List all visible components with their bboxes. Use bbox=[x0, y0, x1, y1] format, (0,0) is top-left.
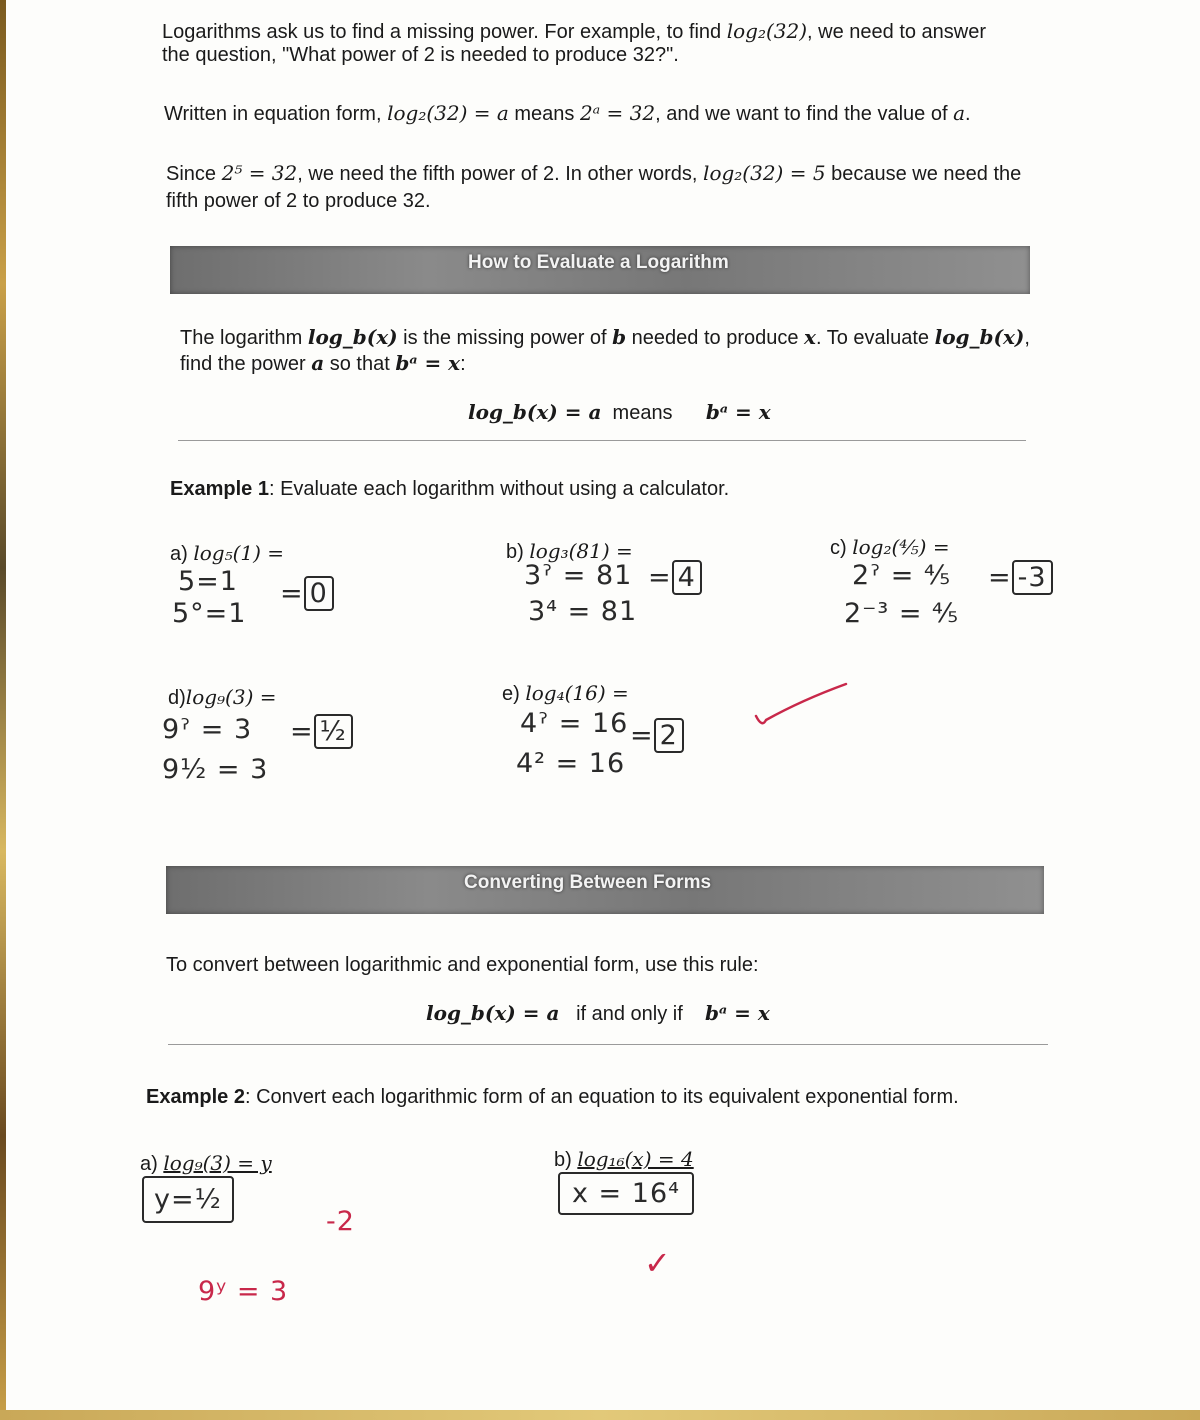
problem-c-work-1: 2ˀ = ⅘ bbox=[852, 560, 952, 591]
example-2-a-correction: 9ʸ = 3 bbox=[198, 1276, 289, 1307]
problem-d-answer: = ½ bbox=[290, 716, 353, 747]
problem-a-expression: a) log₅(1) = bbox=[170, 541, 285, 565]
intro-written-form: Written in equation form, log₂(32) = a means 2ᵃ = 32, and we want to find the value of a. bbox=[164, 101, 971, 125]
problem-c-expression: c) log₂(⅘) = bbox=[830, 535, 950, 559]
intro-line-1: Logarithms ask us to find a missing power. For example, to find log₂(32), we need to answer bbox=[162, 19, 987, 43]
problem-e-expression: e) log₄(16) = bbox=[502, 681, 629, 705]
divider bbox=[178, 440, 1026, 441]
example-2-a-answer: y=½ bbox=[142, 1176, 234, 1223]
section-banner-title: Converting Between Forms bbox=[464, 872, 712, 893]
problem-a-work-2: 5°=1 bbox=[172, 598, 247, 629]
check-mark-icon bbox=[752, 680, 852, 732]
intro-since-line-1: Since 2⁵ = 32, we need the fifth power of 2. In other words, log₂(32) = 5 because we need the bbox=[166, 161, 1022, 185]
problem-c-answer: = -3 bbox=[988, 562, 1053, 593]
photo-edge-bottom bbox=[0, 1410, 1200, 1420]
convert-rule: log_b(x) = a if and only if bᵃ = x bbox=[426, 1001, 770, 1025]
example-2-b-expression: b) log₁₆(x) = 4 bbox=[554, 1147, 694, 1171]
photo-edge-left bbox=[0, 0, 6, 1420]
example-1-heading: Example 1: Evaluate each logarithm without using a calculator. bbox=[170, 478, 730, 500]
problem-b-work-2: 3⁴ = 81 bbox=[528, 596, 638, 627]
problem-d-work-2: 9½ = 3 bbox=[162, 754, 269, 785]
example-2-b-answer: x = 16⁴ bbox=[558, 1172, 694, 1215]
problem-e-answer: = 2 bbox=[630, 720, 684, 751]
problem-d-expression: d)log₉(3) = bbox=[168, 685, 277, 709]
check-mark-icon: ✓ bbox=[644, 1244, 672, 1282]
intro-since-line-2: fifth power of 2 to produce 32. bbox=[166, 190, 431, 212]
section-banner-converting bbox=[166, 866, 1044, 914]
divider bbox=[168, 1044, 1048, 1045]
intro-line-2: the question, "What power of 2 is needed to produce 32?". bbox=[162, 44, 679, 66]
example-2-heading: Example 2: Convert each logarithmic form of an equation to its equivalent exponential form. bbox=[146, 1086, 959, 1108]
section-banner-title: How to Evaluate a Logarithm bbox=[468, 252, 729, 273]
problem-d-work-1: 9ˀ = 3 bbox=[162, 714, 253, 745]
section-banner-evaluate bbox=[170, 246, 1030, 294]
evaluate-rule: log_b(x) = a means bᵃ = x bbox=[468, 400, 771, 424]
definition-line-2: find the power a so that bᵃ = x: bbox=[180, 351, 466, 375]
grading-mark: -2 bbox=[326, 1206, 355, 1237]
problem-a-answer: = 0 bbox=[280, 578, 334, 609]
problem-c-work-2: 2⁻³ = ⅘ bbox=[844, 598, 960, 629]
problem-b-expression: b) log₃(81) = bbox=[506, 539, 633, 563]
problem-a-work-1: 5=1 bbox=[178, 566, 238, 597]
problem-b-work-1: 3ˀ = 81 bbox=[524, 560, 633, 591]
convert-intro: To convert between logarithmic and exponential form, use this rule: bbox=[166, 954, 759, 976]
problem-b-answer: = 4 bbox=[648, 562, 702, 593]
problem-e-work-2: 4² = 16 bbox=[516, 748, 626, 779]
problem-e-work-1: 4ˀ = 16 bbox=[520, 708, 629, 739]
example-2-a-expression: a) log₉(3) = y bbox=[140, 1151, 272, 1175]
definition-line-1: The logarithm log_b(x) is the missing power of b needed to produce x. To evaluate log_b(x), bbox=[180, 325, 1030, 349]
